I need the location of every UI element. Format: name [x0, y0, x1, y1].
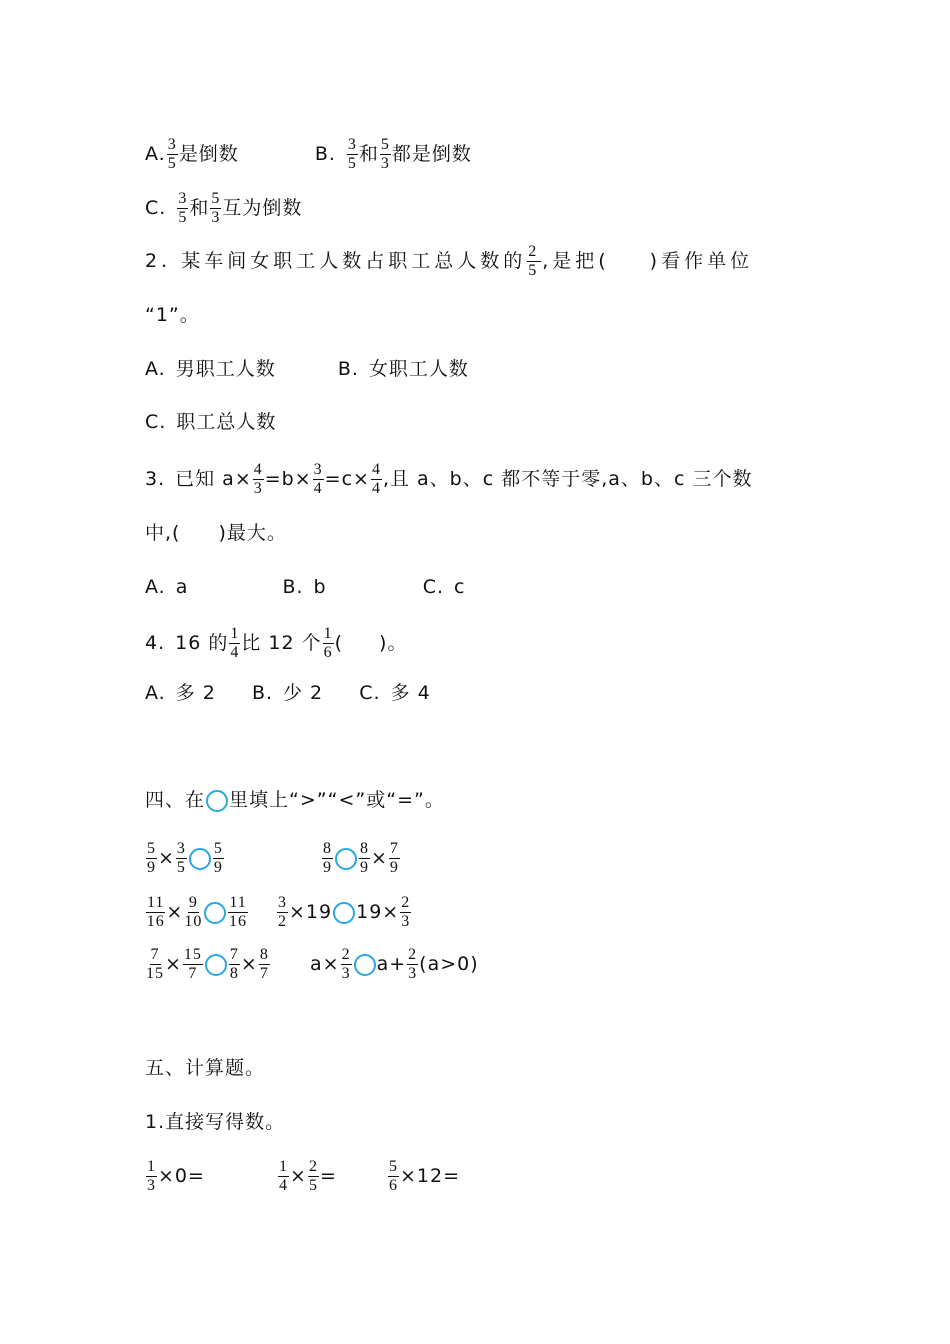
fraction: $\frac{7}{15}$ — [146, 946, 164, 982]
fraction: $\frac{2}{5}$ — [528, 243, 541, 279]
option-b-label: B. — [314, 143, 336, 165]
q4-options: A. 多 2 B. 少 2 C. 多 4 — [145, 682, 431, 704]
fraction: $\frac{15}{7}$ — [183, 946, 202, 982]
fraction: $\frac{3}{4}$ — [313, 461, 323, 497]
question-2: 2. 某车间女职工人数占职工总人数的 $\frac{2}{5}$ ,是把( )看作单位 — [145, 243, 754, 279]
fraction: $\frac{8}{9}$ — [360, 840, 369, 876]
fraction: $\frac{8}{7}$ — [259, 946, 269, 982]
fraction: $\frac{5}{3}$ — [211, 190, 221, 226]
fraction: $\frac{1}{3}$ — [147, 1158, 156, 1194]
fraction: $\frac{7}{8}$ — [229, 946, 239, 982]
calc-row: $\frac{1}{3}$ ×0= $\frac{1}{4}$ × $\frac{2}{5}$ = $\frac{5}{6}$ ×12= — [147, 1158, 460, 1194]
compare-circle[interactable] — [204, 902, 226, 924]
fraction: $\frac{2}{5}$ — [308, 1158, 318, 1194]
compare-row-3a: $\frac{7}{15}$ × $\frac{15}{7}$ $\frac{7}{8}$ × $\frac{8}{7}$ — [146, 946, 269, 982]
fraction: $\frac{3}{5}$ — [176, 840, 186, 876]
fraction: $\frac{1}{4}$ — [279, 1158, 289, 1194]
question-3: 3. 已知 a× $\frac{4}{3}$ =b× $\frac{3}{4}$ =c× $\frac{4}{4}$ ,且 a、b、c 都不等于零,a、b、c 三个数 — [145, 461, 753, 497]
fraction: $\frac{3}{5}$ — [178, 190, 188, 226]
compare-row-1a: $\frac{5}{9}$ × $\frac{3}{5}$ $\frac{5}{9}$ — [147, 840, 223, 876]
fraction: $\frac{4}{4}$ — [371, 461, 381, 497]
compare-row-2a: $\frac{11}{16}$ × $\frac{9}{10}$ $\frac{11}{16}$ — [146, 894, 248, 930]
fraction: $\frac{7}{9}$ — [389, 840, 399, 876]
question-4: 4. 16 的 $\frac{1}{4}$ 比 12 个 $\frac{1}{6}$ ( )。 — [145, 625, 408, 661]
fraction: $\frac{11}{16}$ — [146, 894, 165, 930]
circle-icon — [206, 790, 228, 812]
fraction: $\frac{3}{2}$ — [278, 894, 287, 930]
question-3-cont: 中,( )最大。 — [145, 522, 287, 544]
compare-row-1b: $\frac{8}{9}$ $\frac{8}{9}$ × $\frac{7}{9}$ — [323, 840, 399, 876]
section-4-title: 四、在 里填上“>”“<”或“=”。 — [145, 789, 445, 811]
compare-row-3b: a× $\frac{2}{3}$ a+ $\frac{2}{3}$ (a>0) — [310, 946, 479, 982]
fraction: $\frac{2}{3}$ — [341, 946, 351, 982]
q2-option-c: C. 职工总人数 — [145, 411, 277, 433]
compare-circle[interactable] — [333, 902, 355, 924]
q1-option-c: C. $\frac{3}{5}$ 和 $\frac{5}{3}$ 互为倒数 — [145, 190, 303, 226]
fraction: $\frac{4}{3}$ — [253, 461, 263, 497]
section-5-title: 五、计算题。 — [145, 1057, 266, 1079]
fraction: $\frac{9}{10}$ — [184, 894, 203, 930]
compare-circle[interactable] — [354, 954, 376, 976]
section-5-subtitle: 1.直接写得数。 — [145, 1111, 286, 1133]
fraction: $\frac{3}{5}$ — [167, 136, 177, 172]
fraction: $\frac{2}{3}$ — [408, 946, 418, 982]
fraction: $\frac{3}{5}$ — [347, 136, 357, 172]
fraction: $\frac{1}{4}$ — [230, 625, 240, 661]
compare-circle[interactable] — [189, 848, 211, 870]
q2-options-ab: A. 男职工人数 B. 女职工人数 — [145, 358, 469, 380]
fraction: $\frac{11}{16}$ — [229, 894, 248, 930]
fraction: $\frac{5}{6}$ — [388, 1158, 398, 1194]
compare-circle[interactable] — [205, 954, 227, 976]
fraction: $\frac{5}{9}$ — [147, 840, 156, 876]
compare-circle[interactable] — [335, 848, 357, 870]
q1-options-ab: A. $\frac{3}{5}$ 是倒数 B. $\frac{3}{5}$ 和 $\frac{5}{3}$ 都是倒数 — [145, 136, 472, 172]
fraction: $\frac{5}{3}$ — [380, 136, 390, 172]
question-2-cont: “1”。 — [145, 304, 200, 326]
option-a-label: A. — [145, 143, 166, 165]
q3-options: A. a B. b C. c — [145, 576, 466, 598]
fraction: $\frac{1}{6}$ — [323, 625, 333, 661]
fraction: $\frac{5}{9}$ — [213, 840, 223, 876]
fraction: $\frac{2}{3}$ — [401, 894, 411, 930]
compare-row-2b: $\frac{3}{2}$ ×19 19× $\frac{2}{3}$ — [278, 894, 411, 930]
fraction: $\frac{8}{9}$ — [323, 840, 332, 876]
